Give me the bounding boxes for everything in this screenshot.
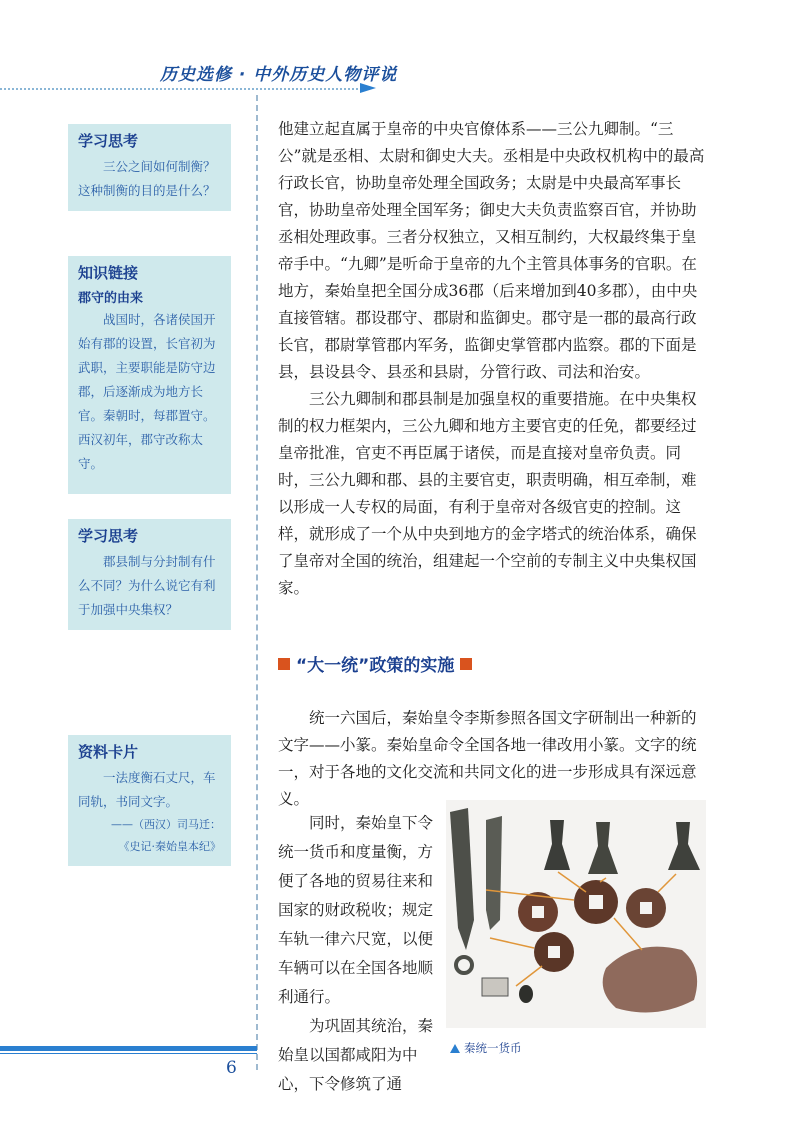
sidebox-title: 知识链接 <box>78 264 139 282</box>
sidebox-body: 郡县制与分封制有什么不同？为什么说它有利于加强中央集权？ <box>78 554 216 617</box>
square-bullet-icon <box>278 658 290 670</box>
sidebox-body: 战国时，各诸侯国开始有郡的设置，长官初为武职，主要职能是防守边郡，后逐渐成为地方长官。秦朝时，每郡置守。西汉初年，郡守改称太守。 <box>78 312 216 471</box>
paragraph: 三公九卿制和郡县制是加强皇权的重要措施。在中央集权制的权力框架内，三公九卿和地方主要官吏的任免，都要经过皇帝批准，官吏不再臣属于诸侯，而是直接对皇帝负责。同时，三公九卿和郡、县的主要官吏，职责明确，相互牵制，难以形成一人专权的局面，有利于皇帝对各级官吏的控制。这样，就形成了一个从中央到地方的金字塔式的统治体系，确保了皇帝对全国的统治，组建起一个空前的专制主义中央集权国家。 <box>278 390 697 597</box>
spade-coin-icon <box>588 822 618 874</box>
sidebox-source-card <box>68 735 231 866</box>
sidebox-citation-author: ——（西汉）司马迁： <box>111 818 221 831</box>
column-divider <box>256 95 258 1070</box>
sidebox-title: 资料卡片 <box>78 743 139 761</box>
footer-bar <box>0 1046 257 1051</box>
section-heading <box>278 651 472 676</box>
sidebox-quote: 一法度衡石丈尺，车同轨，书同文字。 <box>78 770 216 809</box>
spade-coin-icon <box>544 820 570 870</box>
footer-rule <box>0 1053 257 1054</box>
sidebox-title: 学习思考 <box>78 527 139 545</box>
triangle-marker-icon <box>450 1044 460 1053</box>
weight-icon <box>482 978 508 996</box>
page-number: 6 <box>226 1058 237 1078</box>
square-bullet-icon <box>460 658 472 670</box>
sidebox-study-thinking-1 <box>68 124 231 211</box>
coins-illustration <box>446 800 706 1028</box>
sidebox-body: 三公之间如何制衡？这种制衡的目的是什么？ <box>78 159 216 198</box>
paragraph: 为巩固其统治，秦始皇以国都咸阳为中心，下令修筑了通 <box>278 1017 434 1093</box>
sidebox-citation-source: 《史记·秦始皇本纪》 <box>118 840 221 853</box>
sidebox-title: 学习思考 <box>78 132 139 150</box>
sidebox-subtitle: 郡守的由来 <box>78 291 144 306</box>
spade-coin-icon <box>668 822 700 870</box>
paragraph: 同时，秦始皇下令统一货币和度量衡，方便了各地的贸易往来和国家的财政税收；规定车轨一律六尺宽，以便车辆可以在全国各地顺利通行。 <box>278 814 434 1006</box>
header-title: 历史选修 · 中外历史人物评说 <box>160 65 398 85</box>
header-dotted-rule <box>0 88 370 90</box>
paragraph: 统一六国后，秦始皇令李斯参照各国文字研制出一种新的文字——小篆。秦始皇命令全国各地一律改用小篆。文字的统一，对于各地的文化交流和共同文化的进一步形成具有深远意义。 <box>278 709 697 808</box>
sidebox-knowledge-link <box>68 256 231 494</box>
main-text-beside-figure <box>278 809 438 1099</box>
main-text-upper <box>278 116 708 602</box>
paragraph: 他建立起直属于皇帝的中央官僚体系——三公九卿制。“三公”就是丞相、太尉和御史大夫。丞相是中央政权机构中的最高行政长官，协助皇帝处理全国政务；太尉是中央最高军事长官，协助皇帝处理全国军务；御史大夫负责监察百官，并协助丞相处理政事。三者分权独立，又相互制约，大权最终集于皇帝手中。“九卿”是听命于皇帝的九个主管具体事务的官职。在地方，秦始皇把全国分成36郡（后来增加到40多郡），由中央直接管辖。郡设郡守、郡尉和监御史。郡守是一郡的最高行政长官，郡尉掌管郡内军务，监御史掌管郡内监察。郡的下面是县，县设县令、县丞和县尉，分管行政、司法和治安。 <box>278 120 705 381</box>
caption-text: 秦统一货币 <box>464 1041 522 1055</box>
section-title: “大一统”政策的实施 <box>296 656 455 676</box>
ingot-icon <box>603 947 697 1013</box>
knife-coin-icon <box>486 816 502 930</box>
knife-coin-icon <box>450 808 474 950</box>
figure-caption <box>450 1040 522 1056</box>
coin-figure <box>446 800 706 1028</box>
main-text-lower <box>278 705 708 813</box>
sidebox-study-thinking-2 <box>68 519 231 630</box>
shell-coin-icon <box>519 985 533 1003</box>
header-arrow-icon <box>360 83 376 93</box>
